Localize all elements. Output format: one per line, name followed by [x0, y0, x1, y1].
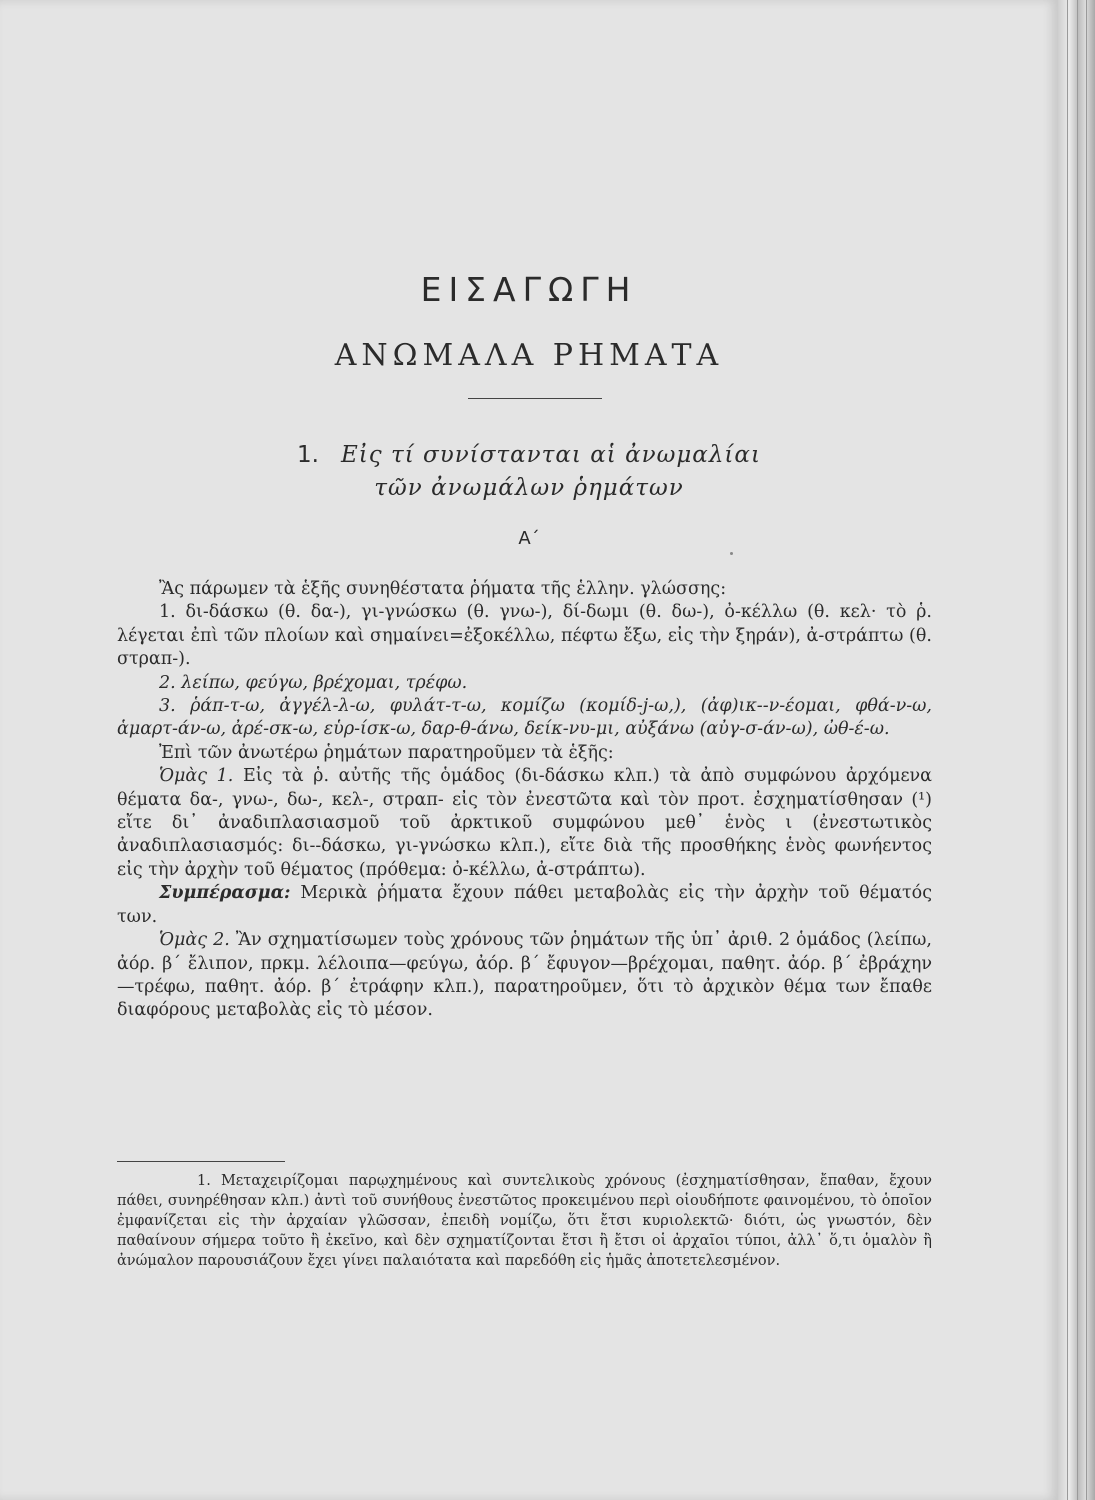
section-number: 1.	[297, 442, 319, 468]
section-heading-line1: Εἰς τί συνίστανται αἱ ἀνωμαλίαι	[340, 442, 761, 468]
conclusion-text: Μερικὰ ῥήματα ἔχουν πάθει μεταβολὰς εἰς τὴν ἀρχὴν τοῦ θέματός των.	[117, 883, 932, 927]
group-2-label: Ὁμὰς 2.	[159, 930, 230, 951]
section-heading-line2: τῶν ἀνωμάλων ῥημάτων	[374, 475, 684, 501]
body-text	[117, 578, 932, 1023]
conclusion-paragraph	[117, 882, 932, 929]
example-item-1: 1. δι-δάσκω (θ. δα-), γι-γνώσκω (θ. γνω-), δί-δωμι (θ. δω-), ὀ-κέλλω (θ. κελ· τὸ ῥ. λέγεται ἐπὶ τῶν πλοίων καὶ σημαίνει=ἐξοκέλλω, πέφτω ἔξω, εἰς τὴν ξηράν), ἀ-στράπτω (θ. στραπ-).	[117, 602, 932, 670]
page-edge-line	[1077, 0, 1078, 1500]
group-1-text: Εἰς τὰ ῥ. αὐτῆς τῆς ὁμάδος (δι-δάσκω κλπ.) τὰ ἀπὸ συμφώνου ἀρχόμενα θέματα δα-, γνω-, δω-, κελ-, στραπ- εἰς τὸν ἐνεστῶτα καὶ τὸν προτ. ἐσχηματίσθησαν (¹) εἴτε δι᾿ ἀναδιπλασιασμοῦ τοῦ ἀρκτικοῦ συμφώνου μεθ᾿ ἑνὸς ι (ἐνεστωτικὸς ἀναδιπλασιασμός: δι--δάσκω, γι-γνώσκω κλπ.), εἴτε διὰ τῆς προσθήκης ἑνὸς φωνήεντος εἰς τὴν ἀρχὴν τοῦ θέματος (πρόθεμα: ὀ-κέλλω, ἀ-στράπτω).	[117, 766, 932, 880]
group-2-paragraph	[117, 929, 932, 1023]
example-item-2: 2. λείπω, φεύγω, βρέχομαι, τρέφω.	[159, 672, 468, 693]
observation-intro: Ἐπὶ τῶν ἀνωτέρω ῥημάτων παρατηροῦμεν τὰ ἑξῆς:	[159, 742, 614, 763]
footnote	[117, 1171, 932, 1271]
section-letter: Α΄	[518, 528, 540, 549]
page-title: ΕΙΣΑΓΩΓΗ	[420, 270, 638, 309]
intro-paragraph: Ἂς πάρωμεν τὰ ἑξῆς συνηθέστατα ῥήματα τῆς ἑλλην. γλώσσης:	[159, 579, 727, 599]
ink-dot	[730, 552, 733, 555]
group-1-label: Ὁμὰς 1.	[159, 766, 234, 787]
footnote-text: 1. Μεταχειρίζομαι παρῳχημένους καὶ συντελικοὺς χρόνους (ἐσχηματίσθησαν, ἔπαθαν, ἔχουν πάθει, συνηρέθησαν κλπ.) ἀντὶ τοῦ συνήθους ἐνεστῶτος προκειμένου περὶ οἱουδήποτε φαινομένου, τὸ ὁποῖον ἐμφανίζεται εἰς τὴν ἀρχαίαν γλῶσσαν, ἐπειδὴ νομίζω, ὅτι ἔτσι κυριολεκτῶ· διότι, ὡς γνωστόν, δὲν παθαίνουν σήμερα τοῦτο ἢ ἐκεῖνο, καὶ δὲν σχηματίζονται ἔτσι ἢ ἔτσι οἱ ἀρχαῖοι τύποι, ἀλλ᾿ ὅ,τι ὁμαλὸν ἢ ἀνώμαλον παρουσιάζουν ἔχει γίνει παλαιότατα καὶ παρεδόθη εἰς ἡμᾶς ἀποτετελεσμένον.	[117, 1173, 932, 1269]
title-divider	[468, 398, 602, 399]
footnote-divider	[117, 1161, 285, 1162]
conclusion-label: Συμπέρασμα:	[159, 883, 291, 904]
section-heading	[0, 442, 1058, 468]
page-edge-line	[1067, 0, 1068, 1500]
page-subtitle: ΑΝΩΜΑΛΑ ΡΗΜΑΤΑ	[334, 338, 724, 373]
page-edge-line	[1086, 0, 1087, 1500]
group-1-paragraph	[117, 765, 932, 882]
group-2-text: Ἂν σχηματίσωμεν τοὺς χρόνους τῶν ῥημάτων τῆς ὑπ᾿ ἀριθ. 2 ὁμάδος (λείπω, ἀόρ. β΄ ἔλιπον, πρκμ. λέλοιπα—φεύγω, ἀόρ. β΄ ἔφυγον—βρέχομαι, παθητ. ἀόρ. β΄ ἐβράχην—τρέφω, παθητ. ἀόρ. β΄ ἐτράφην κλπ.), παρατηροῦμεν, ὅτι τὸ ἀρχικὸν θέμα των ἔπαθε διαφόρους μεταβολὰς εἰς τὸ μέσον.	[117, 930, 932, 1021]
page-edge	[1058, 0, 1095, 1500]
example-item-3: 3. ῥάπ-τ-ω, ἀγγέλ-λ-ω, φυλάτ-τ-ω, κομίζω (κομίδ-j-ω,), (ἀφ)ικ--ν-έομαι, φθά-ν-ω, ἁμαρτ-άν-ω, ἀρέ-σκ-ω, εὑρ-ίσκ-ω, δαρ-θ-άνω, δείκ-νυ-μι, αὐξάνω (αὐγ-σ-άν-ω), ὠθ-έ-ω.	[117, 696, 932, 740]
